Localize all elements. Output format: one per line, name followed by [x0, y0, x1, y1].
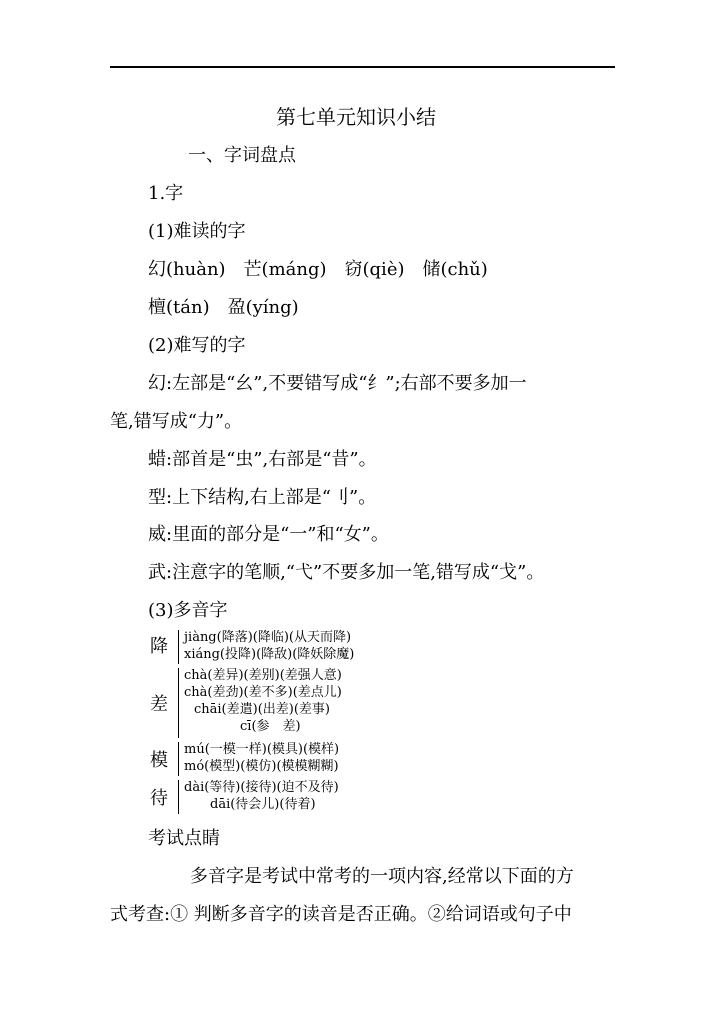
brace	[178, 668, 179, 738]
brace	[178, 630, 179, 664]
hard-write-item: 蜡:部首是“虫”,右部是“昔”。	[148, 449, 377, 470]
polyphone-reading: dāi(待会儿)(待着)	[210, 797, 316, 812]
polyphone-reading: chà(差异)(差别)(差强人意)	[184, 668, 342, 683]
hard-write-item-cont: 笔,错写成“力”。	[110, 411, 243, 432]
polyphone-reading: dài(等待)(接待)(迫不及待)	[184, 780, 339, 795]
polyphone-reading: mó(模型)(模仿)(模模糊糊)	[184, 759, 339, 774]
top-rule	[110, 66, 615, 68]
brace	[178, 780, 179, 814]
polyphone-char: 差	[150, 694, 168, 715]
hard-write-heading: (2)难写的字	[148, 335, 246, 356]
polyphone-reading: cī(参 差)	[240, 719, 301, 734]
polyphone-char: 待	[150, 788, 168, 809]
exam-tips-heading: 考试点睛	[148, 828, 220, 849]
polyphone-reading: jiàng(降落)(降临)(从天而降)	[184, 630, 352, 645]
hard-read-heading: (1)难读的字	[148, 221, 246, 242]
hard-write-item: 威:里面的部分是“一”和“女”。	[148, 524, 389, 545]
hard-write-item: 型:上下结构,右上部是“刂”。	[148, 487, 377, 508]
hard-write-item: 幻:左部是“幺”,不要错写成“纟”;右部不要多加一	[148, 373, 527, 394]
polyphone-reading: xiáng(投降)(降敌)(降妖除魔)	[184, 647, 355, 662]
hard-write-item: 武:注意字的笔顺,“弋”不要多加一笔,错写成“戈”。	[148, 562, 545, 583]
polyphone-reading: chāi(差遣)(出差)(差事)	[194, 702, 330, 717]
page-title: 第七单元知识小结	[276, 105, 436, 129]
exam-tips-paragraph: 多音字是考试中常考的一项内容,经常以下面的方	[190, 866, 574, 887]
section-heading: 一、字词盘点	[188, 145, 296, 166]
polyphone-reading: mú(一模一样)(模具)(模样)	[184, 742, 340, 757]
hard-read-line: 幻(huàn) 芒(máng) 窃(qiè) 储(chǔ)	[148, 259, 488, 280]
polyphone-char: 模	[150, 750, 168, 771]
polyphone-heading: (3)多音字	[148, 600, 228, 621]
polyphone-char: 降	[150, 636, 168, 657]
polyphone-reading: chà(差劲)(差不多)(差点儿)	[184, 685, 342, 700]
hard-read-line: 檀(tán) 盈(yíng)	[148, 297, 299, 318]
subsection-heading: 1.字	[148, 183, 184, 204]
brace	[178, 742, 179, 776]
exam-tips-paragraph-cont: 式考查:① 判断多音字的读音是否正确。②给词语或句子中	[110, 904, 572, 925]
